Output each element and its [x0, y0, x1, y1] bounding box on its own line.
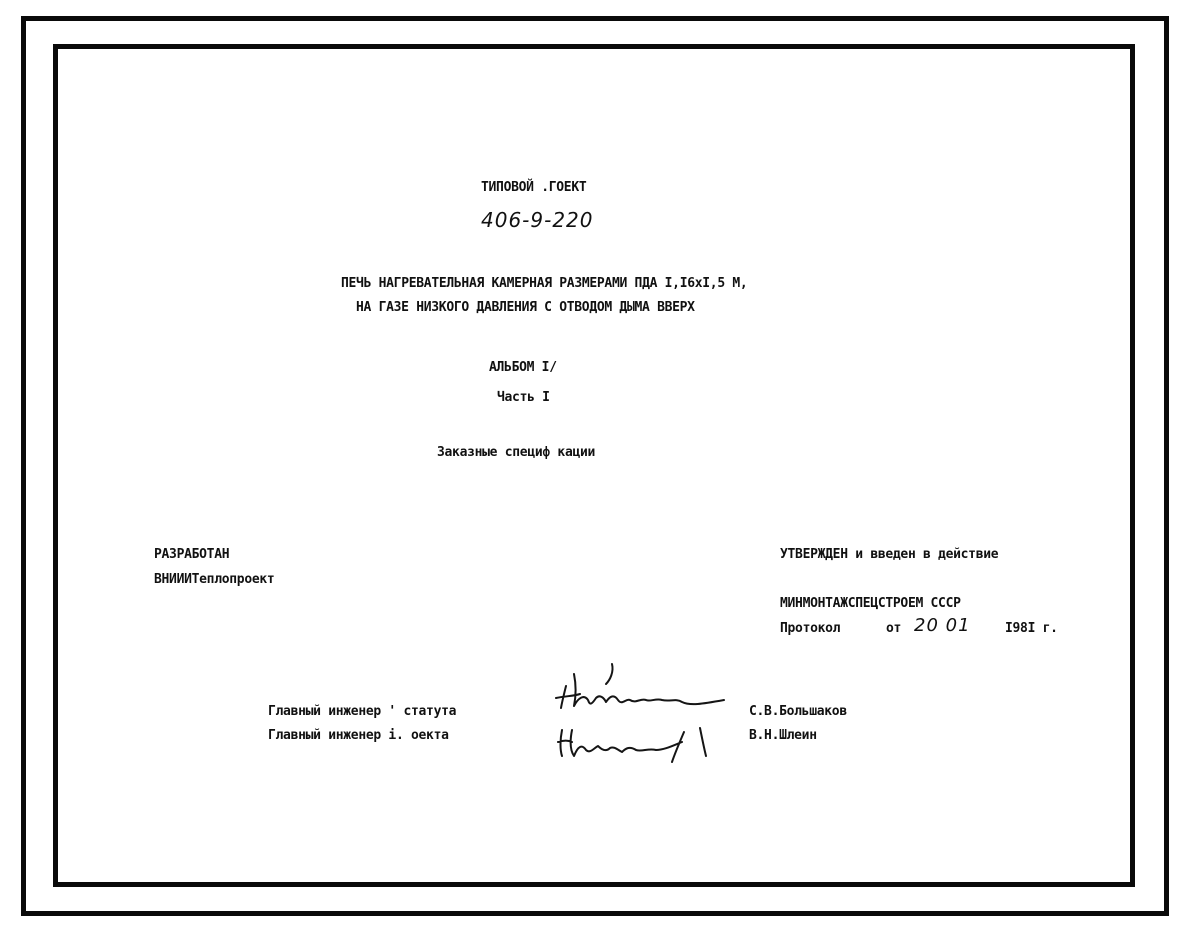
protocol-label: Протокол — [780, 621, 841, 636]
part-label: Часть I — [497, 390, 550, 405]
protocol-date: 20 01 — [914, 615, 971, 636]
content-label: Заказные специф кации — [437, 445, 596, 460]
title-line-2: НА ГАЗЕ НИЗКОГО ДАВЛЕНИЯ С ОТВОДОМ ДЫМА ВВЕРХ — [356, 300, 695, 315]
ministry-name: МИНМОНТАЖСПЕЦСТРОЕМ СССР — [780, 596, 961, 611]
developed-label: РАЗРАБОТАН — [154, 547, 230, 562]
signatory-role-2: Главный инженер і. оекта — [268, 728, 449, 743]
signatures — [552, 658, 732, 768]
protocol-from-label: от — [886, 621, 902, 636]
album-label: АЛЬБОМ I/ — [489, 360, 557, 375]
signatory-name-2: В.Н.Шлеин — [749, 728, 817, 743]
title-line-1: ПЕЧЬ НАГРЕВАТЕЛЬНАЯ КАМЕРНАЯ РАЗМЕРАМИ ПДА I,I6хI,5 М, — [341, 276, 748, 291]
signature-2 — [558, 728, 706, 762]
developer-org: ВНИИИТеплопроект — [154, 572, 275, 587]
signatory-name-1: С.В.Большаков — [749, 704, 847, 719]
signature-1 — [556, 674, 724, 708]
signatory-role-1: Главный инженер ' статута — [268, 704, 457, 719]
protocol-year: I98I г. — [1005, 621, 1058, 636]
type-project-label: ТИПОВОЙ .ГОЕКТ — [481, 180, 587, 195]
approved-label: УТВЕРЖДЕН и введен в действие — [780, 547, 999, 562]
project-code: 406-9-220 — [481, 208, 594, 232]
